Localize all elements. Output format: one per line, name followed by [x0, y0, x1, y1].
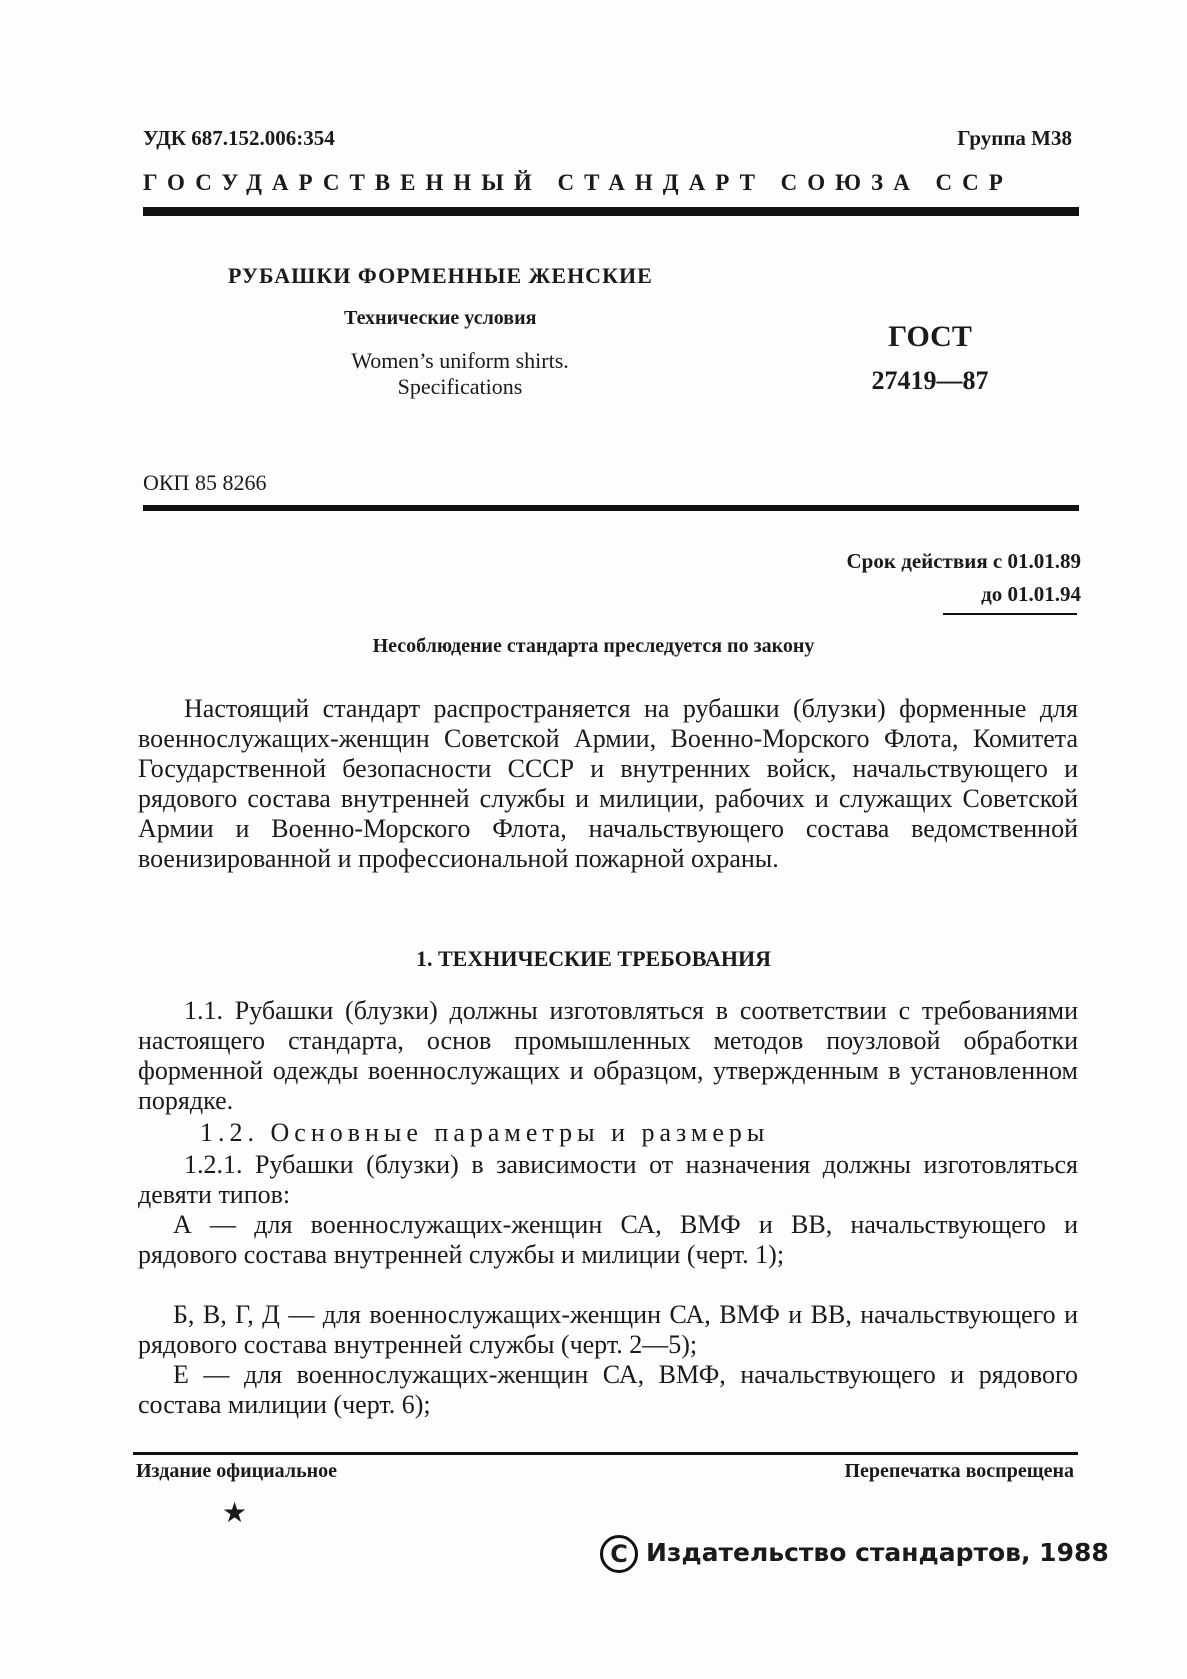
- validity-underline: [943, 613, 1077, 615]
- type-e-paragraph: Е — для военнослужащих-женщин СА, ВМФ, начальствующего и рядового состава милиции (черт. 6);: [138, 1360, 1078, 1419]
- paragraph-1-1: 1.1. Рубашки (блузки) должны изготовляться в соответствии с требованиями настоящего стандарта, основ промышленных методов поузловой обработки форменной одежды военнослужащих и образцом, утвержденным в установленном порядке.: [138, 996, 1078, 1115]
- section-title: 1. ТЕХНИЧЕСКИЕ ТРЕБОВАНИЯ: [416, 946, 771, 971]
- intro-paragraph: Настоящий стандарт распространяется на рубашки (блузки) форменные для военнослужащих-женщин Советской Армии, Военно-Морского Флота, Комитета Государственной безопасности СССР и внутренних войск, начальствующего и рядового состава внутренней службы и милиции, рабочих и служащих Советской Армии и Военно-Морского Флота, начальствующего состава ведомственной военизированной и профессиональной пожарной охраны.: [138, 694, 1078, 873]
- edition-label: Издание официальное: [136, 1460, 338, 1482]
- english-title-line1: Women’s uniform shirts.: [351, 348, 569, 373]
- validity-to: до 01.01.94: [981, 582, 1081, 606]
- english-title-line2: Specifications: [397, 374, 523, 399]
- header-rule: [143, 207, 1079, 216]
- paragraph-1-2-1: 1.2.1. Рубашки (блузки) в зависимости от назначения должны изготовляться девяти типов:: [138, 1150, 1078, 1209]
- state-standard-heading: ГОСУДАРСТВЕННЫЙ СТАНДАРТ СОЮЗА ССР: [143, 170, 1013, 195]
- star-icon: ★: [222, 1498, 248, 1529]
- gost-label: ГОСТ: [888, 320, 972, 353]
- type-a-paragraph: А — для военнослужащих-женщин СА, ВМФ и ВВ, начальствующего и рядового состава внутренней службы и милиции (черт. 1);: [138, 1210, 1078, 1269]
- reprint-notice: Перепечатка воспрещена: [844, 1460, 1074, 1482]
- footer-rule: [133, 1452, 1078, 1455]
- publisher-line: [600, 1535, 1109, 1573]
- publisher-name: Издательство стандартов, 1988: [646, 1538, 1109, 1567]
- validity-from: Срок действия с 01.01.89: [846, 549, 1081, 573]
- copyright-icon: C: [600, 1535, 638, 1573]
- validity-period: [847, 545, 1082, 611]
- okp-code: ОКП 85 8266: [143, 470, 267, 495]
- document-title: РУБАШКИ ФОРМЕННЫЕ ЖЕНСКИЕ: [228, 263, 653, 288]
- type-b-paragraph: Б, В, Г, Д — для военнослужащих-женщин СА, ВМФ и ВВ, начальствующего и рядового состава внутренней службы (черт. 2—5);: [138, 1300, 1078, 1359]
- english-title: [310, 348, 610, 400]
- law-notice: Несоблюдение стандарта преследуется по закону: [372, 635, 815, 657]
- gost-number: 27419—87: [871, 366, 989, 395]
- document-subtitle: Технические условия: [344, 307, 537, 329]
- paragraph-1-2: 1.2. Основные параметры и размеры: [200, 1118, 770, 1147]
- title-rule: [143, 505, 1079, 511]
- group-code: Группа М38: [957, 126, 1072, 150]
- udk-code: УДК 687.152.006:354: [143, 126, 335, 150]
